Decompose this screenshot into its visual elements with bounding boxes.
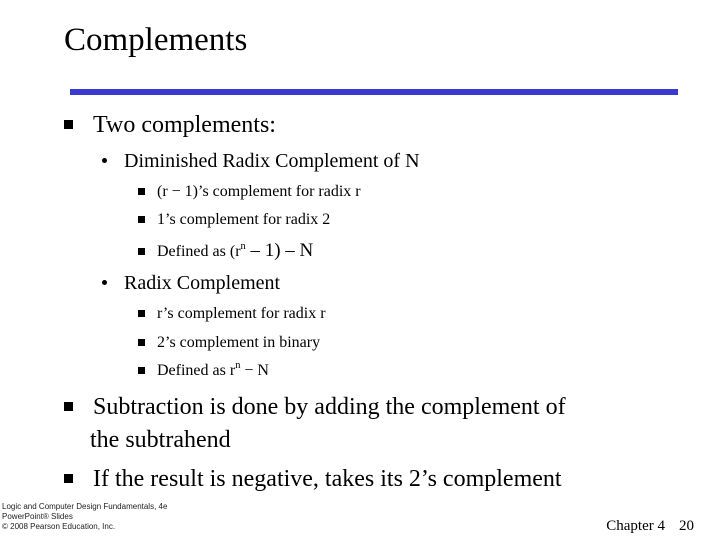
square-bullet-icon xyxy=(138,216,145,223)
bullet-text: Two complements: xyxy=(93,112,276,138)
square-bullet-icon xyxy=(64,402,73,411)
square-bullet-icon xyxy=(138,367,145,374)
footer-credit-line: Logic and Computer Design Fundamentals, 4e xyxy=(2,502,168,511)
square-bullet-icon xyxy=(64,120,73,129)
bullet-text: Diminished Radix Complement of N xyxy=(124,150,420,172)
round-bullet-icon xyxy=(102,158,107,163)
bullet-radix-complement xyxy=(102,272,280,295)
bullet-defined-radix xyxy=(138,359,269,380)
footer-credit-line: © 2008 Pearson Education, Inc. xyxy=(2,522,116,531)
bullet-r-minus-1 xyxy=(138,183,361,201)
chapter-label: Chapter 4 xyxy=(606,518,665,534)
square-bullet-icon xyxy=(138,310,145,317)
bullet-diminished-radix xyxy=(102,150,420,173)
round-bullet-icon xyxy=(102,280,107,285)
square-bullet-icon xyxy=(64,474,73,483)
page-number: 20 xyxy=(679,518,694,534)
title-underline xyxy=(70,89,678,95)
footer-credit-line: PowerPoint® Slides xyxy=(2,512,73,521)
square-bullet-icon xyxy=(138,188,145,195)
bullet-text: If the result is negative, takes its 2’s complement xyxy=(93,466,562,492)
bullet-text: Defined as $r^n - N$ xyxy=(157,359,269,379)
bullet-text: Defined as $(r^n - 1)$ – N xyxy=(157,240,314,261)
bullet-text: (r − 1)’s complement for radix r xyxy=(157,183,361,200)
square-bullet-icon xyxy=(138,248,145,255)
bullet-defined-diminished xyxy=(138,240,313,262)
bullet-text: r’s complement for radix r xyxy=(157,305,326,322)
bullet-ones-complement xyxy=(138,211,330,229)
slide-title: Complements xyxy=(64,22,248,58)
bullet-subtraction-continued: the subtrahend xyxy=(90,427,231,453)
bullet-subtraction xyxy=(64,394,566,421)
bullet-negative-result xyxy=(64,466,562,493)
bullet-text: 2’s complement in binary xyxy=(157,334,321,351)
square-bullet-icon xyxy=(138,339,145,346)
footer-page-info xyxy=(606,518,694,535)
bullet-twos-binary xyxy=(138,334,320,352)
footer-credit xyxy=(2,502,212,532)
bullet-text: Radix Complement xyxy=(124,272,281,294)
bullet-text: Subtraction is done by adding the complement of xyxy=(93,394,566,420)
bullet-r-complement xyxy=(138,305,326,323)
bullet-text: 1’s complement for radix 2 xyxy=(157,211,331,228)
bullet-two-complements xyxy=(64,112,276,139)
